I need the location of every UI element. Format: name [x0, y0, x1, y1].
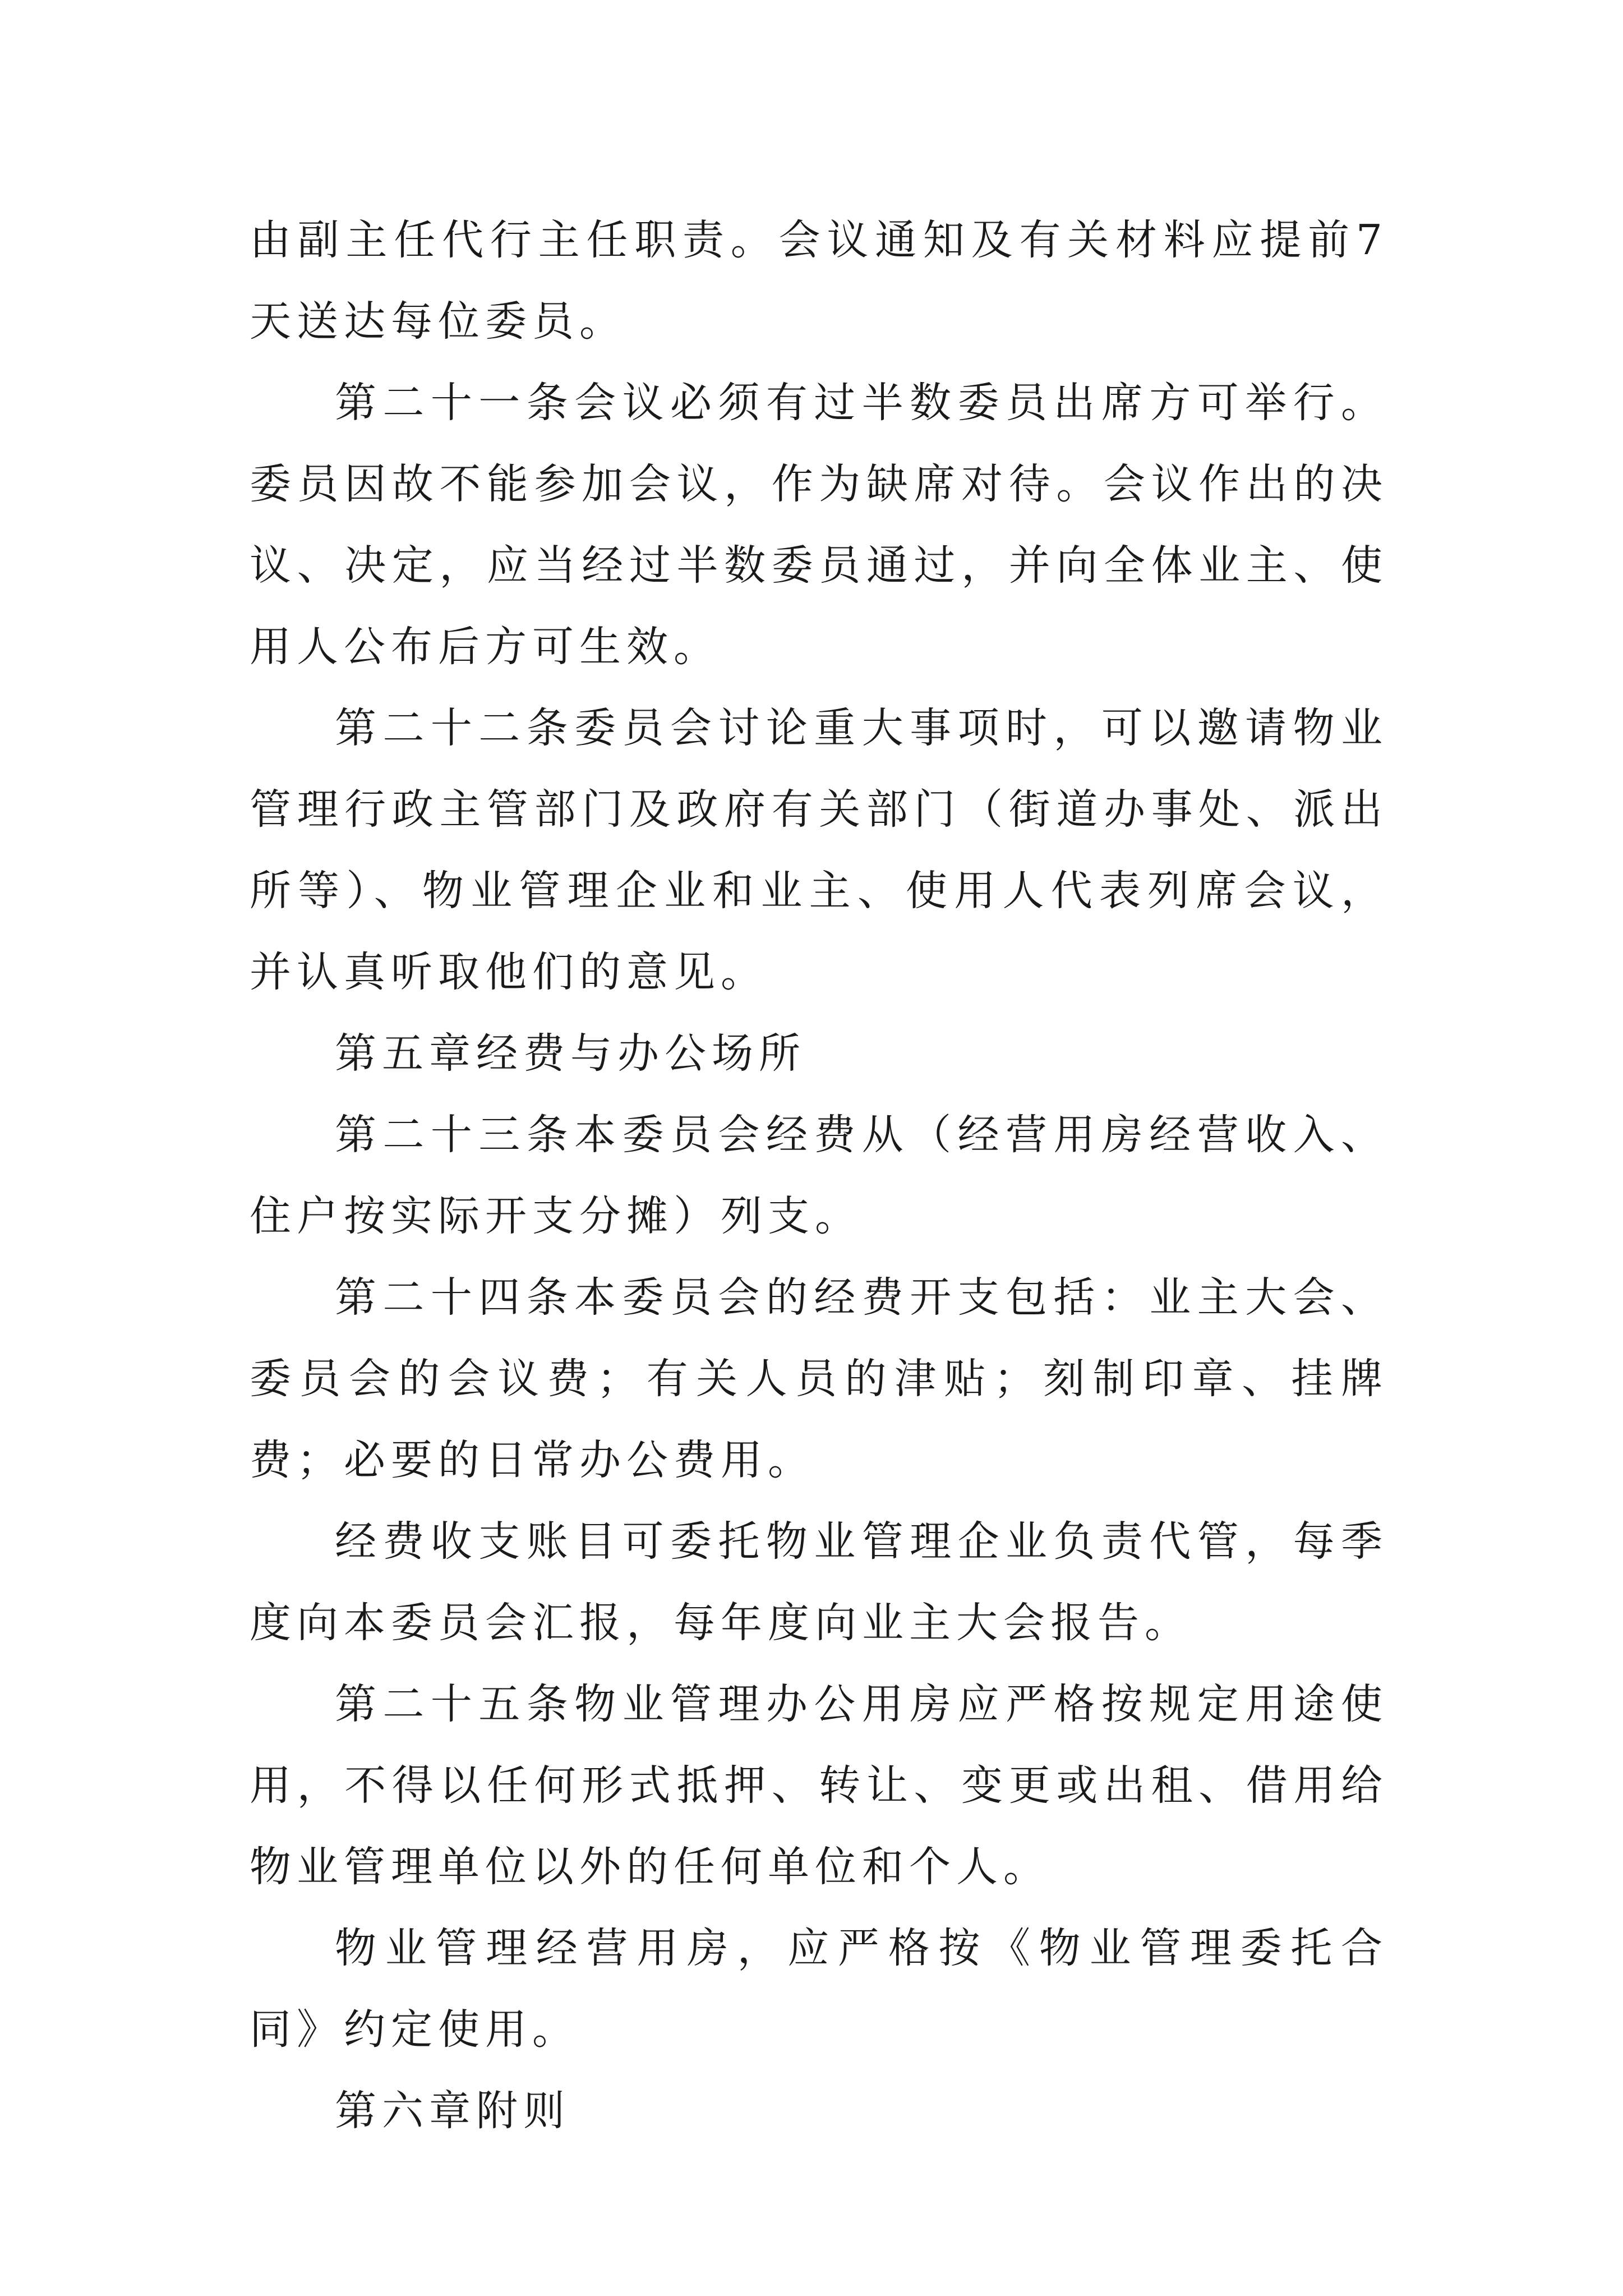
article-24-paragraph: 第二十四条本委员会的经费开支包括：业主大会、委员会的会议费；有关人员的津贴；刻制印章、挂牌费；必要的日常办公费用。	[250, 1273, 1388, 1484]
article-23-paragraph: 第二十三条本委员会经费从（经营用房经营收入、住户按实际开支分摊）列支。	[250, 1111, 1388, 1240]
article-25-paragraph: 第二十五条物业管理办公用房应严格按规定用途使用，不得以任何形式抵押、转让、变更或出租、借用给物业管理单位以外的任何单位和个人。	[250, 1680, 1388, 1891]
chapter-5-heading: 第五章经费与办公场所	[335, 1029, 806, 1078]
funds-accounting-paragraph: 经费收支账目可委托物业管理企业负责代管，每季度向本委员会汇报，每年度向业主大会报告。	[250, 1517, 1388, 1647]
business-premises-paragraph: 物业管理经营用房，应严格按《物业管理委托合同》约定使用。	[250, 1924, 1388, 2054]
article-22-paragraph: 第二十二条委员会讨论重大事项时，可以邀请物业管理行政主管部门及政府有关部门（街道办事处、派出所等）、物业管理企业和业主、使用人代表列席会议，并认真听取他们的意见。	[250, 704, 1388, 996]
article-21-paragraph: 第二十一条会议必须有过半数委员出席方可举行。委员因故不能参加会议，作为缺席对待。会议作出的决议、决定，应当经过半数委员通过，并向全体业主、使用人公布后方可生效。	[250, 379, 1388, 671]
document-body	[250, 200, 1388, 2152]
paragraph-continuation: 由副主任代行主任职责。会议通知及有关材料应提前7天送达每位委员。	[250, 216, 1388, 346]
chapter-6-heading: 第六章附则	[335, 2087, 570, 2135]
